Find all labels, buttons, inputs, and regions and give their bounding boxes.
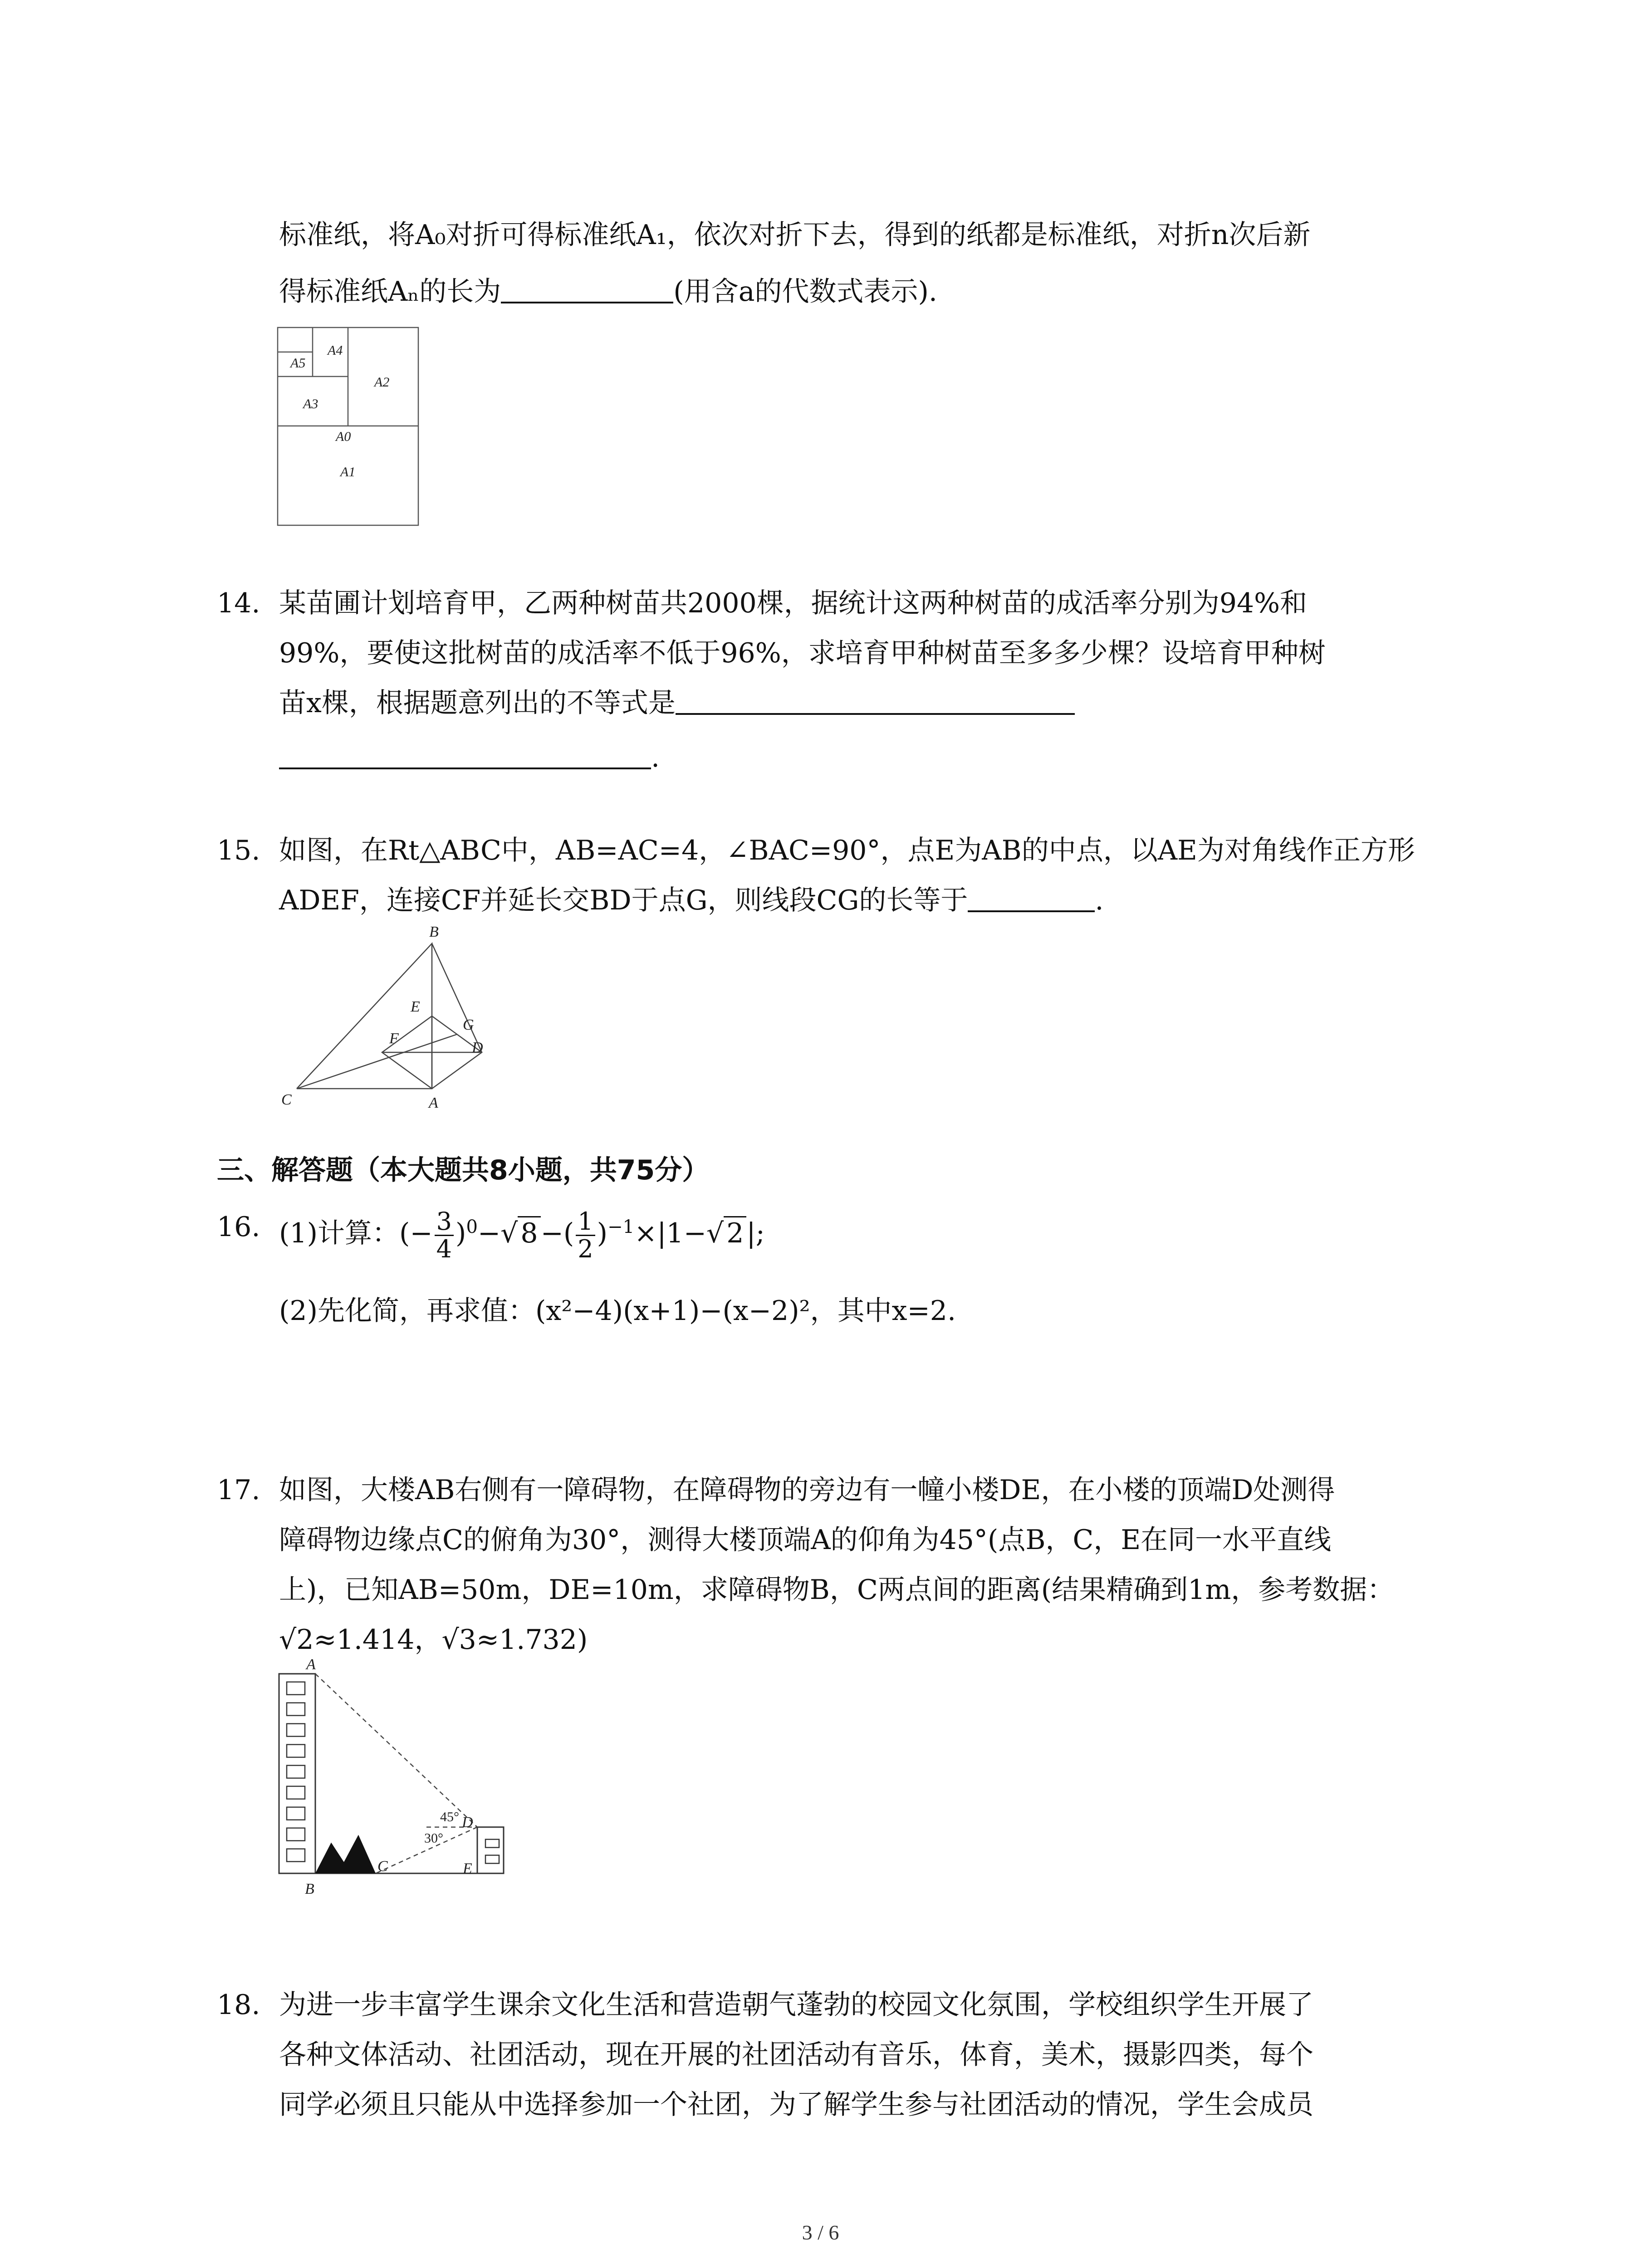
fig15-label-e: E: [411, 998, 420, 1015]
fig13-label-a2: A2: [374, 375, 390, 390]
q16-part1: [279, 1198, 765, 1263]
q17-line4: √2≈1.414，√3≈1.732): [279, 1624, 588, 1656]
q13-line2-post: (用含a的代数式表示).: [673, 276, 937, 308]
q15-line1: 如图，在Rt△ABC中，AB=AC=4，∠BAC=90°，点E为AB的中点，以AE为对角线作正方形: [279, 835, 1415, 866]
q16-p1-radicand1: 8: [518, 1216, 540, 1249]
fig15-label-b: B: [429, 924, 439, 940]
q14-number: 14.: [217, 587, 260, 619]
q17-number: 17.: [217, 1474, 260, 1506]
q16-p1-mid2: −√: [477, 1217, 518, 1249]
fig17-label-c: C: [377, 1858, 388, 1875]
q16-frac2-num: 1: [576, 1208, 595, 1236]
fig15-label-c: C: [281, 1091, 292, 1108]
q18-line3: 同学必须且只能从中选择参加一个社团，为了解学生参与社团活动的情况，学生会成员: [279, 2089, 1313, 2121]
q16-part2: (2)先化简，再求值：(x²−4)(x+1)−(x−2)²，其中x=2.: [279, 1295, 956, 1327]
q15-answer-blank[interactable]: [968, 883, 1095, 912]
q13-paper-figure: [277, 327, 422, 528]
q14-line2: 99%，要使这批树苗的成活率不低于96%，求培育甲种树苗至多多少棵？设培育甲种树: [279, 637, 1326, 669]
q15-line2-pre: ADEF，连接CF并延长交BD于点G，则线段CG的长等于: [279, 885, 968, 916]
fig13-label-a1: A1: [340, 464, 356, 479]
fig15-label-g: G: [463, 1017, 474, 1033]
q16-frac1-den: 4: [436, 1234, 452, 1263]
q16-p1-sup1: −1: [607, 1217, 635, 1237]
q16-frac1-num: 3: [435, 1208, 454, 1236]
q17-line2: 障碍物边缘点C的俯角为30°，测得大楼顶端A的仰角为45°(点B，C，E在同一水平直线: [279, 1524, 1332, 1556]
fig17-angle-45: 45°: [440, 1809, 459, 1824]
q13-answer-blank[interactable]: [501, 274, 673, 303]
section-heading: 三、解答题（本大题共8小题，共75分）: [217, 1154, 710, 1186]
fig15-label-a: A: [429, 1095, 438, 1111]
q16-p1-end: |;: [746, 1217, 765, 1249]
q13-line2: [279, 274, 937, 310]
q14-line3: [279, 685, 1075, 721]
q17-building-figure: [272, 1656, 535, 1902]
q17-line3: 上)，已知AB=50m，DE=10m，求障碍物B，C两点间的距离(结果精确到1m，参考数据：: [279, 1574, 1395, 1606]
fig17-angle-30: 30°: [424, 1831, 443, 1846]
fig17-label-d: D: [462, 1814, 473, 1831]
fig17-label-b: B: [305, 1881, 314, 1897]
q18-line2: 各种文体活动、社团活动，现在开展的社团活动有音乐，体育，美术，摄影四类，每个: [279, 2039, 1313, 2071]
q16-p1-mid1: ): [456, 1217, 466, 1249]
q16-p1-mid4: ): [597, 1217, 608, 1249]
q18-line1: 为进一步丰富学生课余文化生活和营造朝气蓬勃的校园文化氛围，学校组织学生开展了: [279, 1989, 1313, 2021]
fig13-label-a0: A0: [336, 429, 351, 444]
q15-number: 15.: [217, 835, 260, 866]
q17-line1: 如图，大楼AB右侧有一障碍物，在障碍物的旁边有一幢小楼DE，在小楼的顶端D处测得: [279, 1474, 1335, 1506]
fig13-label-a3: A3: [303, 396, 318, 411]
q16-frac-three-quarters: [435, 1208, 454, 1262]
q16-p1-pre: (1)计算：(−: [279, 1217, 433, 1249]
fig15-label-d: D: [472, 1039, 483, 1056]
q16-p1-mid3: −(: [540, 1217, 574, 1249]
q15-triangle-figure: [272, 921, 508, 1122]
q18-number: 18.: [217, 1989, 260, 2021]
q14-line1: 某苗圃计划培育甲，乙两种树苗共2000棵，据统计这两种树苗的成活率分别为94%和: [279, 587, 1308, 619]
q14-answer-blank-1[interactable]: [676, 686, 1075, 715]
q13-line2-pre: 得标准纸Aₙ的长为: [279, 276, 501, 308]
q16-p1-mid5: ×|1−√: [634, 1217, 724, 1249]
page-number: 3 / 6: [802, 2221, 839, 2244]
q16-frac2-den: 2: [578, 1234, 593, 1263]
fig15-label-f: F: [389, 1030, 399, 1047]
q15-line2-post: .: [1095, 885, 1104, 916]
q14-answer-blank-2[interactable]: [279, 740, 651, 769]
q14-line4: [279, 739, 660, 776]
q15-line2: [279, 882, 1103, 919]
fig13-label-a4: A4: [328, 343, 343, 358]
fig17-label-e: E: [463, 1860, 472, 1877]
q14-line3-text: 苗x棵，根据题意列出的不等式是: [279, 687, 676, 719]
fig13-label-a5: A5: [290, 356, 306, 371]
q14-line4-end: .: [651, 742, 660, 773]
fig17-label-a: A: [306, 1656, 316, 1673]
q16-number: 16.: [217, 1211, 260, 1243]
q16-p1-sup0: 0: [466, 1217, 478, 1237]
q16-frac-one-half: [576, 1208, 595, 1262]
q13-line1: 标准纸，将A₀对折可得标准纸A₁，依次对折下去，得到的纸都是标准纸，对折n次后新: [279, 219, 1311, 251]
q16-p1-radicand2: 2: [724, 1216, 746, 1249]
